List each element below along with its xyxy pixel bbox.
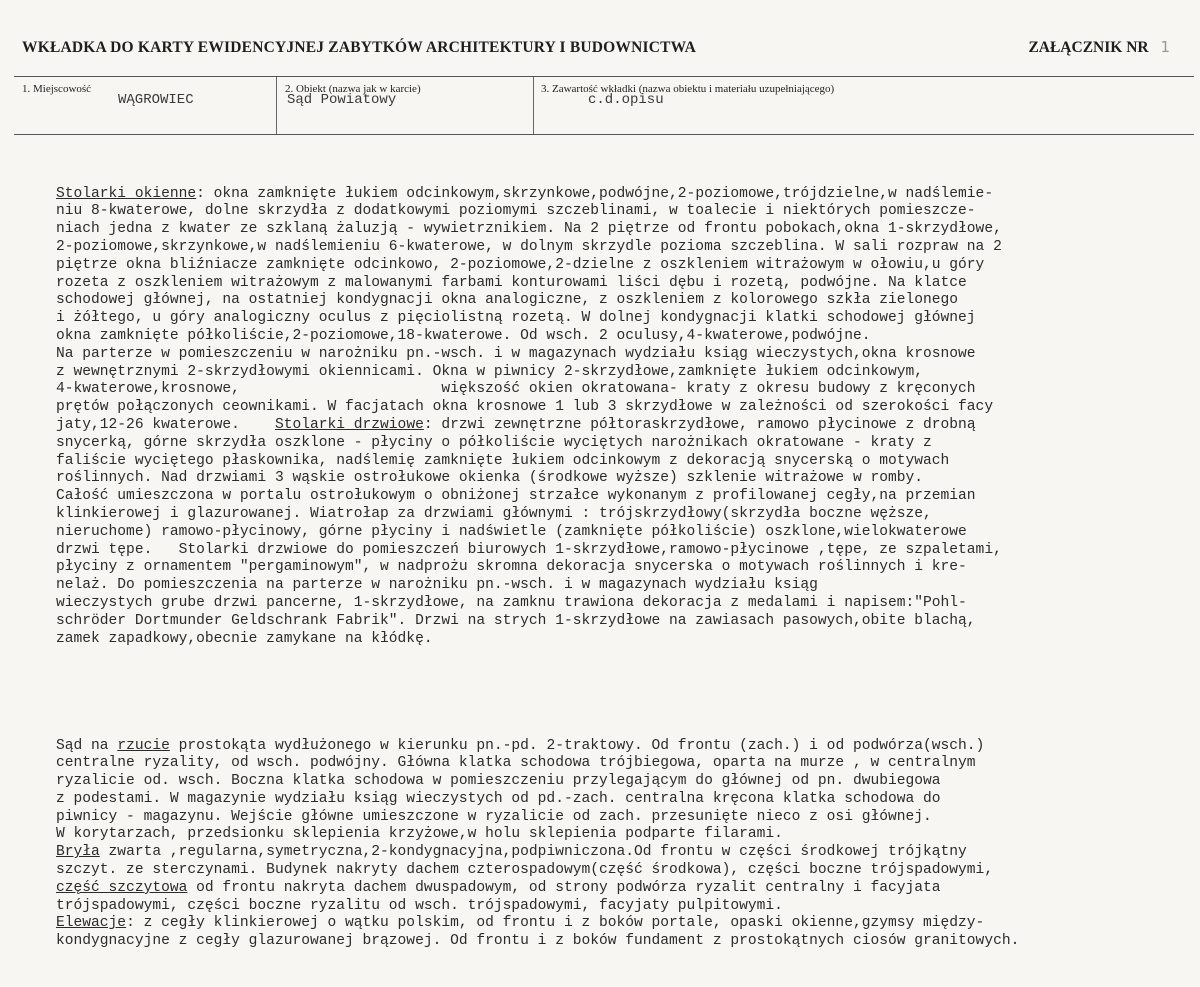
paragraph-window-door-joinery bbox=[56, 186, 1196, 649]
field-divider-2 bbox=[533, 77, 534, 134]
locality-label: 1. Miejscowość bbox=[22, 83, 92, 95]
content-value: c.d.opisu bbox=[588, 92, 664, 108]
typed-line: część szczytowa od frontu nakryta dachem dwuspadowym, od strony podwórza ryzalit centralny i facyjata bbox=[56, 879, 941, 896]
typed-line: kondygnacyjne z cegły glazurowanej brązowej. Od frontu i z boków fundament z prostokątnych ciosów granitowych. bbox=[56, 933, 1020, 950]
typed-line: piętrze okna bliźniacze zamknięte odcinkowo, 2-poziomowe,2-dzielne z oszkleniem witrażowym w ołowiu,u góry bbox=[56, 256, 985, 273]
section-heading: Elewacje bbox=[56, 915, 127, 932]
typed-line: W korytarzach, przedsionku sklepienia krzyżowe,w holu sklepienia podparte filarami. bbox=[56, 826, 783, 843]
typed-line: Całość umieszczona w portalu ostrołukowym o obniżonej strzałce wykonanym z profilowanej cegły,na przemian bbox=[56, 488, 976, 505]
typed-line: piwnicy - magazynu. Wejście główne umieszczone w ryzalicie od zach. przesunięte nieco z osi głównej. bbox=[56, 808, 932, 825]
typed-line: okna zamknięte półkoliście,2-poziomowe,18-kwaterowe. Od wsch. 2 oculusy,4-kwaterowe,podwójne. bbox=[56, 327, 871, 344]
form-header bbox=[22, 38, 1170, 57]
typed-line: rozeta z oszkleniem witrażowym z malowanymi farbami konturowami liści dębu i rozetą, podwójne. Na klatce bbox=[56, 274, 967, 291]
typed-line: roślinnych. Nad drzwiami 3 wąskie ostrołukowe okienka (środkowe wyższe) szklenie witrażowe w romby. bbox=[56, 470, 924, 487]
typed-line: Sąd na rzucie prostokąta wydłużonego w kierunku pn.-pd. 2-traktowy. Od frontu (zach.) i od podwórza(wsch.) bbox=[56, 737, 985, 754]
typed-line: i żółtego, u góry analogiczny oculus z pięciolistną rozetą. W dolnej kondygnacji klatki schodowej głównej bbox=[56, 310, 976, 327]
typed-line: wieczystych grube drzwi pancerne, 1-skrzydłowe, na zamknu trawiona dekoracja z medalami i napisem:"Pohl- bbox=[56, 594, 967, 611]
attachment-label-group bbox=[1028, 38, 1170, 57]
typed-line: z wewnętrznymi 2-skrzydłowymi okiennicami. Okna w piwnicy 2-skrzydłowe,zamknięte łukiem odcinkowym, bbox=[56, 363, 924, 380]
typed-line: nieruchome) ramowo-płycinowy, górne płyciny i nadświetle (zamknięte półkoliście) oszklone,wielokwaterowe bbox=[56, 523, 967, 540]
locality-value: WĄGROWIEC bbox=[118, 92, 194, 108]
content-label: 3. Zawartość wkładki (nazwa obiektu i materiału uzupełniającego) bbox=[541, 83, 835, 95]
typed-line: szczyt. ze sterczynami. Budynek nakryty dachem czterospadowym(część środkowa), części boczne trójspadowymi, bbox=[56, 862, 994, 879]
section-heading: część szczytowa bbox=[56, 879, 188, 896]
object-value: Sąd Powiatowy bbox=[287, 92, 397, 108]
typed-line: zamek zapadkowy,obecnie zamykane na kłódkę. bbox=[56, 630, 433, 647]
typed-line: ryzalicie od. wsch. Boczna klatka schodowa w pomieszczeniu przylegającym do głównej od pn. dwubiegowa bbox=[56, 773, 941, 790]
section-heading: Bryła bbox=[56, 844, 100, 861]
typed-line: niu 8-kwaterowe, dolne skrzydła z dodatkowymi poziomymi szczeblinami, w toalecie i niektórych pomieszcze- bbox=[56, 203, 976, 220]
field-divider-1 bbox=[276, 77, 277, 134]
typed-line: snycerką, górne skrzydła oszklone - płyciny o półkoliście wyciętych narożnikach okratowane - kraty z bbox=[56, 434, 932, 451]
typed-line: 2-poziomowe,skrzynkowe,w nadślemieniu 6-kwaterowe, w dolnym skrzydle pozioma szczeblina. W sali rozpraw na 2 bbox=[56, 238, 1002, 255]
typed-line: drzwi tępe. Stolarki drzwiowe do pomieszczeń biurowych 1-skrzydłowe,ramowo-płycinowe ,tępe, ze szpaletami, bbox=[56, 541, 1002, 558]
typed-line: Na parterze w pomieszczeniu w narożniku pn.-wsch. i w magazynach wydziału ksiąg wieczystych,okna krosnowe bbox=[56, 345, 976, 362]
section-heading: rzucie bbox=[117, 737, 170, 754]
attachment-number: 1 bbox=[1160, 38, 1170, 56]
section-heading: Stolarki drzwiowe bbox=[274, 416, 424, 433]
header-top-rule bbox=[14, 76, 1194, 77]
typed-line: schodowej głównej, na ostatniej kondygnacji okna analogiczne, z oszkleniem z kolorowego szkła zielonego bbox=[56, 292, 959, 309]
typed-line: Stolarki okienne: okna zamknięte łukiem odcinkowym,skrzynkowe,podwójne,2-poziomowe,trójdzielne,w nadślemie- bbox=[56, 185, 994, 202]
typed-line: centralne ryzality, od wsch. podwójny. Główna klatka schodowa trójbiegowa, oparta na murze , w centralnym bbox=[56, 755, 976, 772]
typed-line: 4-kwaterowe,krosnowe, większość okien okratowana- kraty z okresu budowy z kręconych bbox=[56, 381, 976, 398]
typed-line: z podestami. W magazynie wydziału ksiąg wieczystych od pd.-zach. centralna kręcona klatka schodowa do bbox=[56, 790, 941, 807]
paragraph-gap bbox=[56, 684, 1196, 702]
typed-line: nelaż. Do pomieszczenia na parterze w narożniku pn.-wsch. i w magazynach wydziału ksiąg bbox=[56, 577, 818, 594]
section-heading: Stolarki okienne bbox=[56, 185, 197, 202]
typed-line: jaty,12-26 kwaterowe. Stolarki drzwiowe: drzwi zewnętrzne półtoraskrzydłowe, ramowo płycinowe z drobną bbox=[56, 416, 976, 433]
typed-line: płyciny z ornamentem "pergaminowym", w nadprożu skromna dekoracja snycerska o motywach roślinnych i kre- bbox=[56, 559, 967, 576]
typed-line: niach jedna z kwater ze szklaną żaluzją - wywietrznikiem. Na 2 piętrze od frontu pobokach,okna 1-skrzydłowe, bbox=[56, 221, 1002, 238]
object-label: 2. Obiekt (nazwa jak w karcie) bbox=[285, 83, 421, 95]
typed-line: klinkierowej i glazurowanej. Wiatrołap za drzwiami głównymi : trójskrzydłowy(skrzydła boczne węższe, bbox=[56, 505, 932, 522]
typed-description bbox=[56, 150, 1196, 987]
typed-line: faliście wyciętego płaskownika, nadślemię zamknięte łukiem odcinkowym z dekoracją snycerską o motywach bbox=[56, 452, 950, 469]
attachment-label: ZAŁĄCZNIK NR bbox=[1028, 39, 1149, 56]
paragraph-plan-and-massing bbox=[56, 738, 1196, 952]
header-bottom-rule bbox=[14, 134, 1194, 135]
typed-line: trójspadowymi, części boczne ryzalitu od wsch. trójspadowymi, facyjaty pulpitowymi. bbox=[56, 897, 783, 914]
typed-line: schröder Dortmunder Geldschrank Fabrik". Drzwi na strych 1-skrzydłowe na zawiasach pasowych,obite blachą, bbox=[56, 612, 976, 629]
typed-line: Elewacje: z cegły klinkierowej o wątku polskim, od frontu i z boków portale, opaski okienne,gzymsy między- bbox=[56, 915, 985, 932]
typed-line: prętów połączonych ceownikami. W facjatach okna krosnowe 1 lub 3 skrzydłowe w zależności od szerokości facy bbox=[56, 399, 994, 416]
typed-line: Bryła zwarta ,regularna,symetryczna,2-kondygnacyjna,podpiwniczona.Od frontu w części środkowej trójkątny bbox=[56, 844, 967, 861]
form-title: WKŁADKA DO KARTY EWIDENCYJNEJ ZABYTKÓW ARCHITEKTURY I BUDOWNICTWA bbox=[22, 39, 697, 56]
